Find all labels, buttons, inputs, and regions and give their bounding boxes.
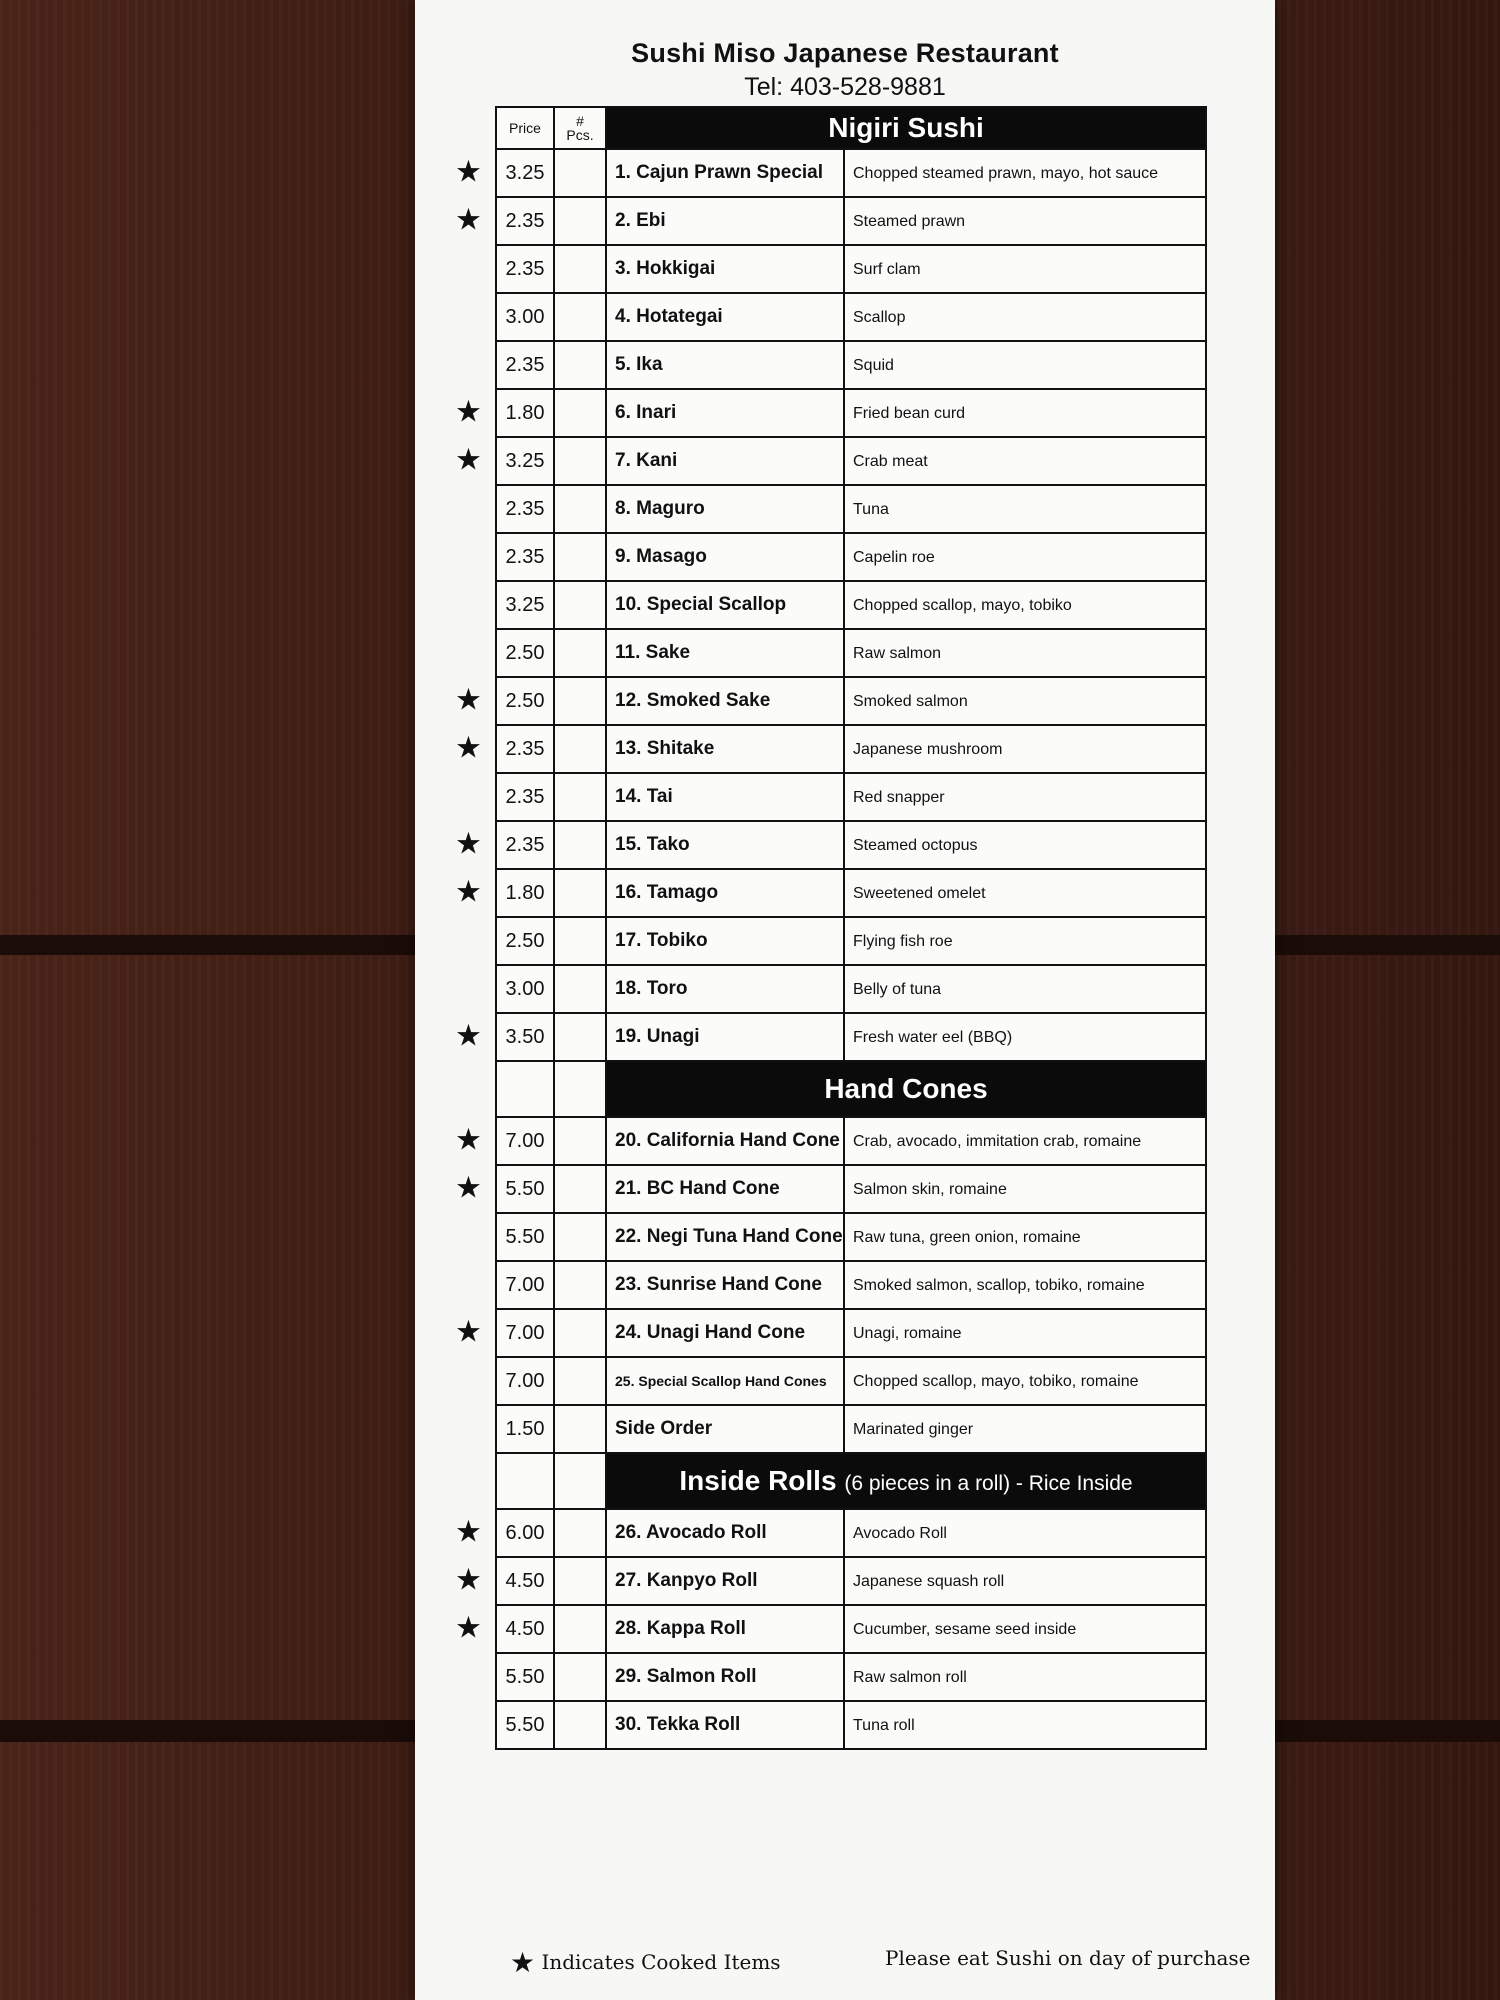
item-price: 1.80 xyxy=(505,401,545,424)
item-description: Tuna xyxy=(844,485,1206,533)
item-name: 29. Salmon Roll xyxy=(606,1653,844,1701)
item-price: 3.00 xyxy=(505,305,545,328)
item-price: 7.00 xyxy=(505,1273,545,1296)
item-name: 22. Negi Tuna Hand Cone xyxy=(606,1213,844,1261)
item-price: 2.35 xyxy=(505,833,545,856)
menu-item-row xyxy=(496,389,1206,437)
item-price-cell xyxy=(455,1013,554,1061)
item-name: 21. BC Hand Cone xyxy=(606,1165,844,1213)
section-title-inside-rolls xyxy=(606,1453,1206,1509)
menu-item-row xyxy=(496,725,1206,773)
menu-item-row xyxy=(496,1309,1206,1357)
pieces-entry-cell[interactable] xyxy=(554,1653,606,1701)
item-price-cell xyxy=(496,533,554,581)
section-header-row xyxy=(496,1061,1206,1117)
pieces-entry-cell[interactable] xyxy=(554,1357,606,1405)
item-description: Flying fish roe xyxy=(844,917,1206,965)
item-price-cell xyxy=(455,821,554,869)
menu-sheet xyxy=(415,0,1275,2000)
item-price: 2.35 xyxy=(505,737,545,760)
item-price-cell xyxy=(455,149,554,197)
menu-item-row xyxy=(496,773,1206,821)
item-description: Avocado Roll xyxy=(844,1509,1206,1557)
menu-item-row xyxy=(496,437,1206,485)
item-name: 26. Avocado Roll xyxy=(606,1509,844,1557)
item-price-cell xyxy=(455,437,554,485)
section-title-hand-cones xyxy=(606,1061,1206,1117)
item-name: 14. Tai xyxy=(606,773,844,821)
pieces-entry-cell[interactable] xyxy=(554,389,606,437)
menu-item-row xyxy=(496,821,1206,869)
pieces-entry-cell[interactable] xyxy=(554,1213,606,1261)
pieces-entry-cell[interactable] xyxy=(554,341,606,389)
item-price: 3.25 xyxy=(505,161,545,184)
item-name: 30. Tekka Roll xyxy=(606,1701,844,1749)
section-title-text: Hand Cones xyxy=(824,1073,988,1104)
menu-item-row xyxy=(496,485,1206,533)
item-price: 5.50 xyxy=(505,1177,545,1200)
cooked-star-icon: ★ xyxy=(455,155,482,189)
item-price-cell xyxy=(455,869,554,917)
menu-table xyxy=(455,106,1207,1750)
price-column-header: Price xyxy=(496,107,554,149)
menu-item-row xyxy=(496,1357,1206,1405)
pieces-entry-cell[interactable] xyxy=(554,917,606,965)
item-price-cell xyxy=(455,1557,554,1605)
section-title-nigiri xyxy=(606,107,1206,149)
item-price: 3.25 xyxy=(505,449,545,472)
cooked-star-icon: ★ xyxy=(455,1563,482,1597)
column-header-row xyxy=(496,107,1206,149)
item-description: Steamed prawn xyxy=(844,197,1206,245)
empty-pcs-cell xyxy=(554,1061,606,1117)
item-price: 2.35 xyxy=(505,353,545,376)
pieces-entry-cell[interactable] xyxy=(554,1309,606,1357)
item-description: Raw salmon roll xyxy=(844,1653,1206,1701)
pieces-entry-cell[interactable] xyxy=(554,581,606,629)
item-price-cell xyxy=(496,1701,554,1749)
item-price-cell xyxy=(496,1357,554,1405)
item-description: Fried bean curd xyxy=(844,389,1206,437)
menu-item-row xyxy=(496,869,1206,917)
item-price: 2.50 xyxy=(505,641,545,664)
cooked-star-icon: ★ xyxy=(455,203,482,237)
item-description: Salmon skin, romaine xyxy=(844,1165,1206,1213)
item-price-cell xyxy=(455,389,554,437)
item-price: 5.50 xyxy=(505,1713,545,1736)
item-description: Chopped steamed prawn, mayo, hot sauce xyxy=(844,149,1206,197)
item-name: 4. Hotategai xyxy=(606,293,844,341)
pieces-entry-cell[interactable] xyxy=(554,1605,606,1653)
item-name: 23. Sunrise Hand Cone xyxy=(606,1261,844,1309)
item-price: 6.00 xyxy=(505,1521,545,1544)
pieces-entry-cell[interactable] xyxy=(554,149,606,197)
item-price: 2.35 xyxy=(505,545,545,568)
item-price: 2.50 xyxy=(505,929,545,952)
menu-header xyxy=(415,38,1275,102)
pieces-entry-cell[interactable] xyxy=(554,1261,606,1309)
item-price: 7.00 xyxy=(505,1321,545,1344)
item-price-cell xyxy=(455,725,554,773)
cooked-star-icon: ★ xyxy=(455,1123,482,1157)
item-price: 4.50 xyxy=(505,1617,545,1640)
pcs-symbol: # xyxy=(576,113,584,129)
item-description: Sweetened omelet xyxy=(844,869,1206,917)
cooked-star-icon: ★ xyxy=(455,1171,482,1205)
cooked-star-icon: ★ xyxy=(455,1515,482,1549)
item-name: 15. Tako xyxy=(606,821,844,869)
item-description: Chopped scallop, mayo, tobiko xyxy=(844,581,1206,629)
item-description: Scallop xyxy=(844,293,1206,341)
menu-item-row xyxy=(496,149,1206,197)
item-name: 9. Masago xyxy=(606,533,844,581)
pieces-entry-cell[interactable] xyxy=(554,1165,606,1213)
item-name: 20. California Hand Cone xyxy=(606,1117,844,1165)
pieces-entry-cell[interactable] xyxy=(554,1013,606,1061)
pieces-entry-cell[interactable] xyxy=(554,965,606,1013)
item-name: 12. Smoked Sake xyxy=(606,677,844,725)
item-price: 3.25 xyxy=(505,593,545,616)
pieces-entry-cell[interactable] xyxy=(554,773,606,821)
item-price: 1.50 xyxy=(505,1417,545,1440)
item-description: Surf clam xyxy=(844,245,1206,293)
cooked-star-icon: ★ xyxy=(455,1611,482,1645)
item-description: Tuna roll xyxy=(844,1701,1206,1749)
item-description: Capelin roe xyxy=(844,533,1206,581)
item-price-cell xyxy=(455,197,554,245)
item-name: 19. Unagi xyxy=(606,1013,844,1061)
menu-item-row xyxy=(496,341,1206,389)
menu-item-row xyxy=(496,245,1206,293)
pieces-entry-cell[interactable] xyxy=(554,485,606,533)
item-name: 6. Inari xyxy=(606,389,844,437)
item-name: 13. Shitake xyxy=(606,725,844,773)
pieces-entry-cell[interactable] xyxy=(554,293,606,341)
item-description: Smoked salmon, scallop, tobiko, romaine xyxy=(844,1261,1206,1309)
menu-item-row xyxy=(496,533,1206,581)
menu-item-row xyxy=(496,293,1206,341)
item-description: Marinated ginger xyxy=(844,1405,1206,1453)
item-price: 3.00 xyxy=(505,977,545,1000)
item-price-cell xyxy=(455,1309,554,1357)
item-name: 27. Kanpyo Roll xyxy=(606,1557,844,1605)
cooked-legend xyxy=(510,1946,781,1979)
item-description: Fresh water eel (BBQ) xyxy=(844,1013,1206,1061)
item-description: Raw tuna, green onion, romaine xyxy=(844,1213,1206,1261)
menu-item-row xyxy=(496,965,1206,1013)
item-price: 2.35 xyxy=(505,209,545,232)
pieces-entry-cell[interactable] xyxy=(554,725,606,773)
pieces-entry-cell[interactable] xyxy=(554,869,606,917)
item-price-cell xyxy=(496,485,554,533)
pieces-entry-cell[interactable] xyxy=(554,533,606,581)
item-price: 5.50 xyxy=(505,1225,545,1248)
pieces-entry-cell[interactable] xyxy=(554,629,606,677)
cooked-star-icon: ★ xyxy=(455,1019,482,1053)
item-price-cell xyxy=(496,917,554,965)
item-name: 8. Maguro xyxy=(606,485,844,533)
menu-item-row xyxy=(496,1701,1206,1749)
item-price: 5.50 xyxy=(505,1665,545,1688)
menu-item-row xyxy=(496,581,1206,629)
item-description: Unagi, romaine xyxy=(844,1309,1206,1357)
cooked-legend-text: Indicates Cooked Items xyxy=(541,1950,781,1974)
item-price-cell xyxy=(496,581,554,629)
pieces-entry-cell[interactable] xyxy=(554,437,606,485)
menu-item-row xyxy=(496,917,1206,965)
item-price: 3.50 xyxy=(505,1025,545,1048)
item-price-cell xyxy=(496,965,554,1013)
item-description: Chopped scallop, mayo, tobiko, romaine xyxy=(844,1357,1206,1405)
menu-item-row xyxy=(496,1213,1206,1261)
pieces-entry-cell[interactable] xyxy=(554,1557,606,1605)
item-price-cell xyxy=(496,1261,554,1309)
pieces-entry-cell[interactable] xyxy=(554,1509,606,1557)
item-description: Crab, avocado, immitation crab, romaine xyxy=(844,1117,1206,1165)
menu-item-row xyxy=(496,1165,1206,1213)
item-description: Squid xyxy=(844,341,1206,389)
item-price: 1.80 xyxy=(505,881,545,904)
item-name: 25. Special Scallop Hand Cones xyxy=(606,1357,844,1405)
item-price-cell xyxy=(496,629,554,677)
item-price-cell xyxy=(496,1213,554,1261)
item-name: 18. Toro xyxy=(606,965,844,1013)
pieces-entry-cell[interactable] xyxy=(554,1701,606,1749)
section-header-row xyxy=(496,1453,1206,1509)
item-price-cell xyxy=(455,1117,554,1165)
empty-pcs-cell xyxy=(554,1453,606,1509)
item-price-cell xyxy=(496,1653,554,1701)
cooked-star-icon: ★ xyxy=(455,683,482,717)
item-name: 2. Ebi xyxy=(606,197,844,245)
item-name: 11. Sake xyxy=(606,629,844,677)
cooked-star-icon: ★ xyxy=(455,875,482,909)
menu-item-row xyxy=(496,1013,1206,1061)
item-name: 10. Special Scallop xyxy=(606,581,844,629)
purchase-note: Please eat Sushi on day of purchase xyxy=(885,1946,1251,1970)
item-name: 7. Kani xyxy=(606,437,844,485)
cooked-star-icon: ★ xyxy=(455,731,482,765)
cooked-star-icon: ★ xyxy=(455,1315,482,1349)
item-price-cell xyxy=(496,341,554,389)
empty-price-cell xyxy=(496,1061,554,1117)
item-description: Crab meat xyxy=(844,437,1206,485)
pieces-entry-cell[interactable] xyxy=(554,1117,606,1165)
section-title-text: Inside Rolls xyxy=(679,1465,837,1496)
pcs-column-header xyxy=(554,107,606,149)
cooked-star-icon: ★ xyxy=(455,395,482,429)
pieces-entry-cell[interactable] xyxy=(554,245,606,293)
item-price: 2.35 xyxy=(505,497,545,520)
item-description: Belly of tuna xyxy=(844,965,1206,1013)
empty-price-cell xyxy=(496,1453,554,1509)
pieces-entry-cell[interactable] xyxy=(554,821,606,869)
item-price-cell xyxy=(455,1509,554,1557)
item-price-cell xyxy=(496,293,554,341)
item-price: 4.50 xyxy=(505,1569,545,1592)
item-description: Steamed octopus xyxy=(844,821,1206,869)
item-name: 24. Unagi Hand Cone xyxy=(606,1309,844,1357)
item-price-cell xyxy=(455,677,554,725)
item-price-cell xyxy=(496,1405,554,1453)
item-price-cell xyxy=(455,1165,554,1213)
item-price: 7.00 xyxy=(505,1369,545,1392)
menu-item-row xyxy=(496,1117,1206,1165)
cooked-star-icon: ★ xyxy=(455,443,482,477)
item-name: Side Order xyxy=(606,1405,844,1453)
menu-item-row xyxy=(496,1653,1206,1701)
menu-item-row xyxy=(496,629,1206,677)
item-price: 7.00 xyxy=(505,1129,545,1152)
cooked-star-icon: ★ xyxy=(455,827,482,861)
item-name: 3. Hokkigai xyxy=(606,245,844,293)
pieces-entry-cell[interactable] xyxy=(554,197,606,245)
item-name: 16. Tamago xyxy=(606,869,844,917)
menu-item-row xyxy=(496,1605,1206,1653)
menu-item-row xyxy=(496,1405,1206,1453)
star-icon: ★ xyxy=(510,1946,536,1979)
item-name: 28. Kappa Roll xyxy=(606,1605,844,1653)
pieces-entry-cell[interactable] xyxy=(554,677,606,725)
menu-item-row xyxy=(496,677,1206,725)
item-name: 5. Ika xyxy=(606,341,844,389)
item-price-cell xyxy=(455,1605,554,1653)
item-name: 1. Cajun Prawn Special xyxy=(606,149,844,197)
restaurant-name: Sushi Miso Japanese Restaurant xyxy=(631,38,1059,68)
section-title-text: Nigiri Sushi xyxy=(828,112,984,143)
item-price: 2.50 xyxy=(505,689,545,712)
item-price: 2.35 xyxy=(505,785,545,808)
item-price-cell xyxy=(496,245,554,293)
item-description: Red snapper xyxy=(844,773,1206,821)
phone-number: Tel: 403-528-9881 xyxy=(744,73,946,101)
menu-item-row xyxy=(496,1509,1206,1557)
item-description: Japanese squash roll xyxy=(844,1557,1206,1605)
menu-item-row xyxy=(496,1557,1206,1605)
item-price: 2.35 xyxy=(505,257,545,280)
pieces-entry-cell[interactable] xyxy=(554,1405,606,1453)
menu-item-row xyxy=(496,197,1206,245)
section-subtitle: (6 pieces in a roll) - Rice Inside xyxy=(844,1472,1133,1495)
item-description: Cucumber, sesame seed inside xyxy=(844,1605,1206,1653)
item-description: Raw salmon xyxy=(844,629,1206,677)
menu-item-row xyxy=(496,1261,1206,1309)
item-description: Japanese mushroom xyxy=(844,725,1206,773)
item-name: 17. Tobiko xyxy=(606,917,844,965)
item-description: Smoked salmon xyxy=(844,677,1206,725)
item-price-cell xyxy=(496,773,554,821)
pcs-label: Pcs. xyxy=(566,127,594,143)
